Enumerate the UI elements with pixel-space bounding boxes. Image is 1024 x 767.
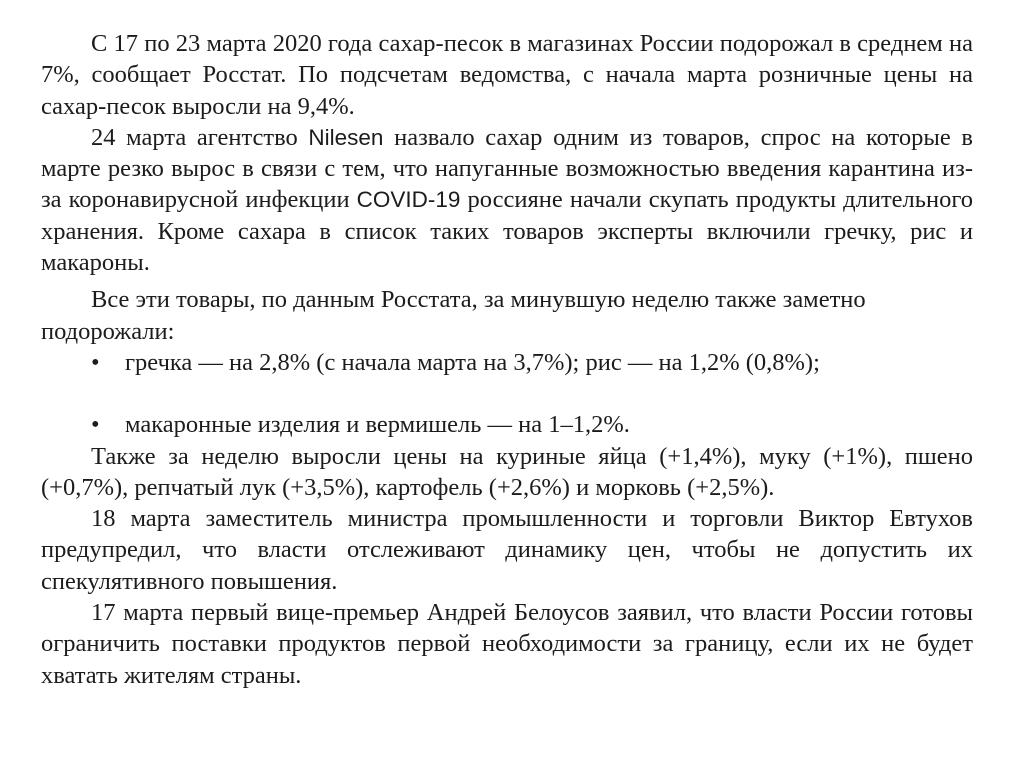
paragraph-belousov: 17 марта первый вице-премьер Андрей Белоусов заявил, что власти России готовы ограничить поставки продуктов первой необходимости за границу, если их не будет хватать жителям страны. <box>41 599 973 689</box>
bullet-icon: • <box>91 348 100 376</box>
paragraph-nilesen-text-a: 24 марта агентство <box>91 123 309 151</box>
paragraph-nilesen-text-c: россияне начали скупать продукты длительного хранения. Кроме сахара в список таких товаров эксперты включили гречку, рис и макароны. <box>41 186 974 277</box>
paragraph-evtukhov: 18 марта заместитель министра промышленности и торговли Виктор Евтухов предупредил, что власти отслеживают динамику цен, чтобы не допустить их спекулятивного повышения. <box>41 505 973 595</box>
list-item-text: гречка — на 2,8% (с начала марта на 3,7%); рис — на 1,2% (0,8%); <box>125 348 820 376</box>
paragraph-nilesen-text-b: назвало сахар одним из товаров, спрос на которые в марте резко вырос в связи с тем, что напуганные возможностью введения карантина из-за коронавирусной инфекции <box>41 123 974 214</box>
covid-term: COVID-19 <box>356 187 461 213</box>
paragraph-rosstat-goods: Все эти товары, по данным Росстата, за минувшую неделю также заметно подорожали: <box>41 286 866 345</box>
document-page <box>41 28 973 691</box>
list-item-text: макаронные изделия и вермишель — на 1–1,2%. <box>125 411 630 439</box>
paragraph-sugar-prices: С 17 по 23 марта 2020 года сахар-песок в магазинах России подорожал в среднем на 7%, сообщает Росстат. По подсчетам ведомства, с начала марта розничные цены на сахар-песок выросли на 9,4%. <box>41 30 973 120</box>
paragraph-nilesen <box>41 122 973 278</box>
price-increase-list <box>41 347 973 441</box>
paragraph-weekly-prices: Также за неделю выросли цены на куриные яйца (+1,4%), муку (+1%), пшено (+0,7%), репчатый лук (+3,5%), картофель (+2,6%) и морковь (+2,5%). <box>41 442 973 501</box>
list-item <box>41 347 825 378</box>
bullet-icon: • <box>91 411 100 439</box>
agency-name: Nilesen <box>308 124 384 150</box>
list-item <box>41 409 825 440</box>
